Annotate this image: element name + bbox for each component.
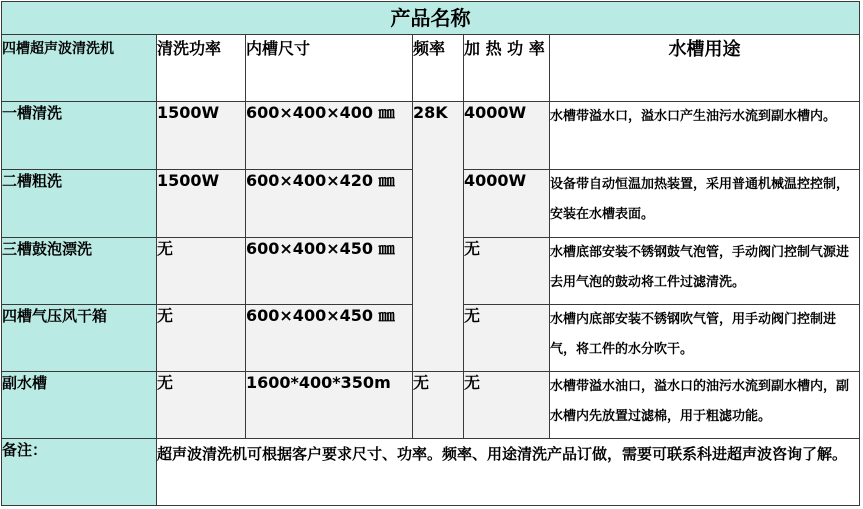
cell-power: 1500W — [157, 102, 246, 170]
cell-size: 600×400×450 ㎜ — [246, 238, 413, 305]
header-heating-power: 加 热 功 率 — [464, 35, 550, 102]
row-label: 四槽气压风干箱 — [2, 305, 157, 372]
cell-power: 无 — [157, 305, 246, 372]
cell-heating-power: 无 — [464, 305, 550, 372]
cell-power: 无 — [157, 372, 246, 439]
cell-usage: 水槽底部安装不锈钢鼓气泡管，手动阀门控制气源进去用气泡的鼓动将工件过滤清洗。 — [550, 238, 860, 305]
cell-frequency: 无 — [413, 372, 464, 439]
table-title: 产品名称 — [2, 2, 860, 35]
row-label: 一槽清洗 — [2, 102, 157, 170]
header-tank-usage: 水槽用途 — [550, 35, 860, 102]
cell-heating-power: 4000W — [464, 102, 550, 170]
cell-heating-power: 4000W — [464, 170, 550, 238]
table-row — [2, 102, 860, 170]
header-power: 清洗功率 — [157, 35, 246, 102]
remark-label: 备注： — [2, 439, 157, 506]
cell-size: 600×400×400 ㎜ — [246, 102, 413, 170]
table-row — [2, 372, 860, 439]
cell-size: 600×400×420 ㎜ — [246, 170, 413, 238]
cell-size: 1600*400*350m — [246, 372, 413, 439]
cell-power: 1500W — [157, 170, 246, 238]
cell-usage: 水槽带溢水油口，溢水口的油污水流到副水槽内，副水槽内先放置过滤棉，用于粗滤功能。 — [550, 372, 860, 439]
row-label: 二槽粗洗 — [2, 170, 157, 238]
row-label: 三槽鼓泡漂洗 — [2, 238, 157, 305]
cell-usage: 设备带自动恒温加热装置，采用普通机械温控控制，安装在水槽表面。 — [550, 170, 860, 238]
remark-row — [2, 439, 860, 506]
product-spec-table — [1, 1, 860, 506]
cell-size: 600×400×450 ㎜ — [246, 305, 413, 372]
header-model: 四槽超声波清洗机 — [2, 35, 157, 102]
row-label: 副水槽 — [2, 372, 157, 439]
remark-text: 超声波清洗机可根据客户要求尺寸、功率。频率、用途清洗产品订做，需要可联系科进超声波咨询了解。 — [157, 439, 860, 506]
cell-heating-power: 无 — [464, 372, 550, 439]
header-size: 内槽尺寸 — [246, 35, 413, 102]
cell-usage: 水槽内底部安装不锈钢吹气管，用手动阀门控制进气，将工件的水分吹干。 — [550, 305, 860, 372]
cell-power: 无 — [157, 238, 246, 305]
header-frequency: 频率 — [413, 35, 464, 102]
cell-frequency-shared: 28K — [413, 102, 464, 372]
cell-usage: 水槽带溢水口，溢水口产生油污水流到副水槽内。 — [550, 102, 860, 170]
cell-heating-power: 无 — [464, 238, 550, 305]
